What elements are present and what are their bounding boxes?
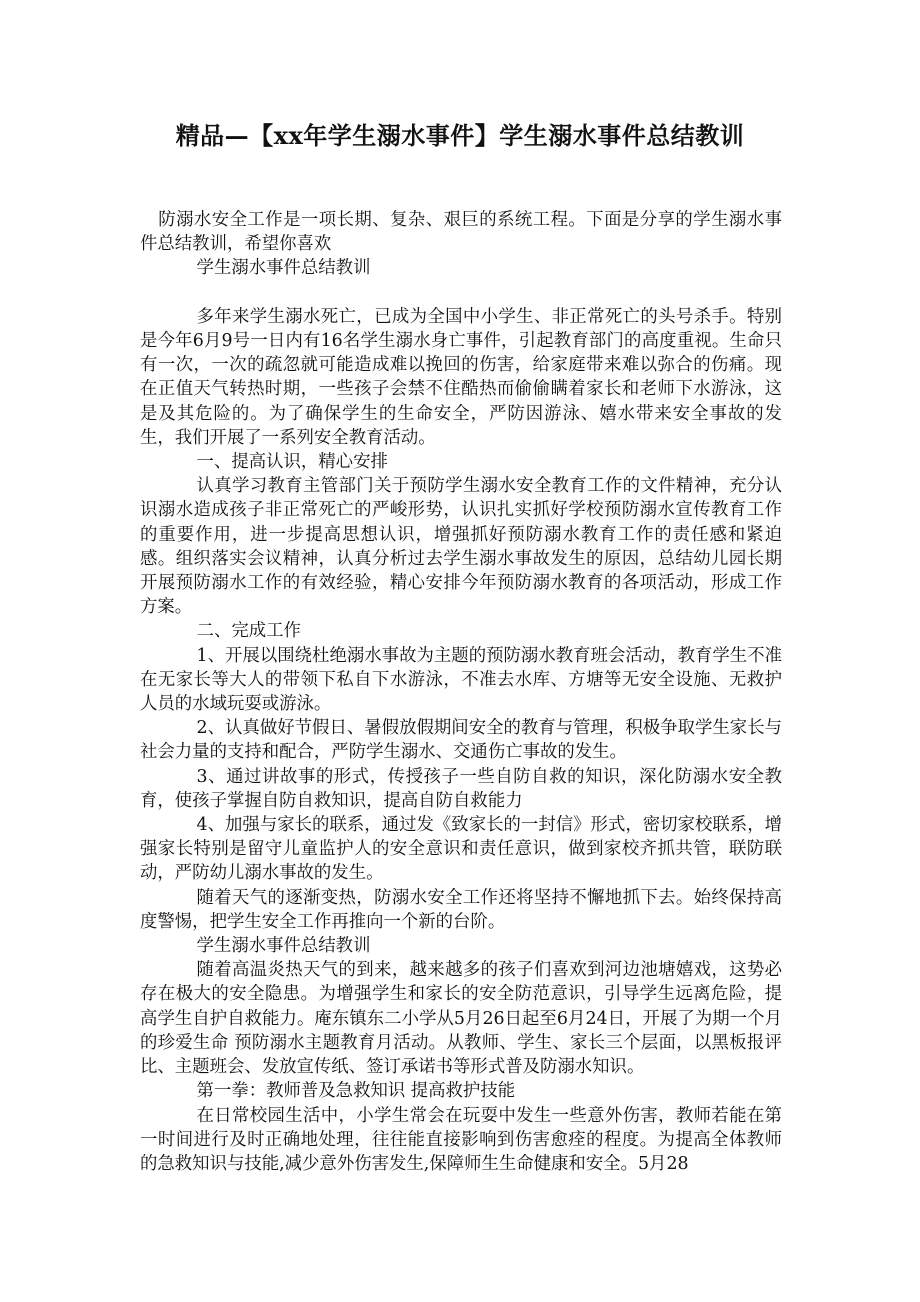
body-paragraph: 认真学习教育主管部门关于预防学生溺水安全教育工作的文件精神，充分认识溺水造成孩子非正常死亡的严峻形势，认识扎实抓好学校预防溺水宣传教育工作的重要作用，进一步提高思想认识，增强抓好预防溺水教育工作的责任感和紧迫感。组织落实会议精神，认真分析过去学生溺水事故发生的原因，总结幼儿园长期开展预防溺水工作的有效经验，精心安排今年预防溺水教育的各项活动，形成工作方案。 [140, 476, 782, 618]
body-paragraph: 多年来学生溺水死亡，已成为全国中小学生、非正常死亡的头号杀手。特别是今年6月9号一日内有16名学生溺水身亡事件，引起教育部门的高度重视。生命只有一次，一次的疏忽就可能造成难以挽回的伤害，给家庭带来难以弥合的伤痛。现在正值天气转热时期，一些孩子会禁不住酷热而偷偷瞒着家长和老师下水游泳，这是及其危险的。为了确保学生的生命安全，严防因游泳、嬉水带来安全事故的发生，我们开展了一系列安全教育活动。 [140, 306, 782, 448]
list-item: 1、开展以围绕杜绝溺水事故为主题的预防溺水教育班会活动，教育学生不准在无家长等大人的带领下私自下水游泳，不准去水库、方塘等无安全设施、无救护人员的水域玩耍或游泳。 [140, 645, 782, 715]
section-heading: 第一拳：教师普及急救知识 提高救护技能 [196, 1081, 516, 1102]
section-heading: 二、完成工作 [196, 621, 301, 642]
section-heading: 一、提高认识，精心安排 [196, 452, 388, 473]
document-title: 精品—【xx年学生溺水事件】学生溺水事件总结教训 [175, 121, 745, 150]
body-paragraph: 在日常校园生活中，小学生常会在玩耍中发生一些意外伤害，教师若能在第一时间进行及时正确地处理，往往能直接影响到伤害愈痊的程度。为提高全体教师的急救知识与技能,减少意外伤害发生,保障师生生命健康和安全。5月28 [140, 1105, 782, 1174]
section-subtitle: 学生溺水事件总结教训 [196, 258, 371, 279]
document-body [140, 208, 782, 1176]
list-item: 2、认真做好节假日、暑假放假期间安全的教育与管理，积极争取学生家长与社会力量的支持和配合，严防学生溺水、交通伤亡事故的发生。 [140, 718, 782, 763]
body-paragraph: 随着天气的逐渐变热，防溺水安全工作还将坚持不懈地抓下去。始终保持高度警惕，把学生安全工作再推向一个新的台阶。 [140, 887, 782, 932]
list-item: 4、加强与家长的联系，通过发《致家长的一封信》形式，密切家校联系，增强家长特别是留守儿童监护人的安全意识和责任意识，做到家校齐抓共管，联防联动，严防幼儿溺水事故的发生。 [140, 815, 782, 884]
section-subtitle: 学生溺水事件总结教训 [196, 936, 371, 957]
intro-paragraph: 防溺水安全工作是一项长期、复杂、艰巨的系统工程。下面是分享的学生溺水事件总结教训，希望你喜欢 [140, 210, 782, 255]
blank-line [140, 281, 782, 305]
body-paragraph: 随着高温炎热天气的到来，越来越多的孩子们喜欢到河边池塘嬉戏，这势必存在极大的安全隐患。为增强学生和家长的安全防范意识，引导学生远离危险，提高学生自护自救能力。庵东镇东二小学从5月26日起至6月24日，开展了为期一个月的珍爱生命 预防溺水主题教育月活动。从教师、学生、家长三个层面，以黑板报评比、主题班会、发放宣传纸、签订承诺书等形式普及防溺水知识。 [140, 960, 782, 1078]
list-item: 3、通过讲故事的形式，传授孩子一些自防自救的知识，深化防溺水安全教育，使孩子掌握自防自救知识，提高自防自救能力 [140, 766, 782, 811]
